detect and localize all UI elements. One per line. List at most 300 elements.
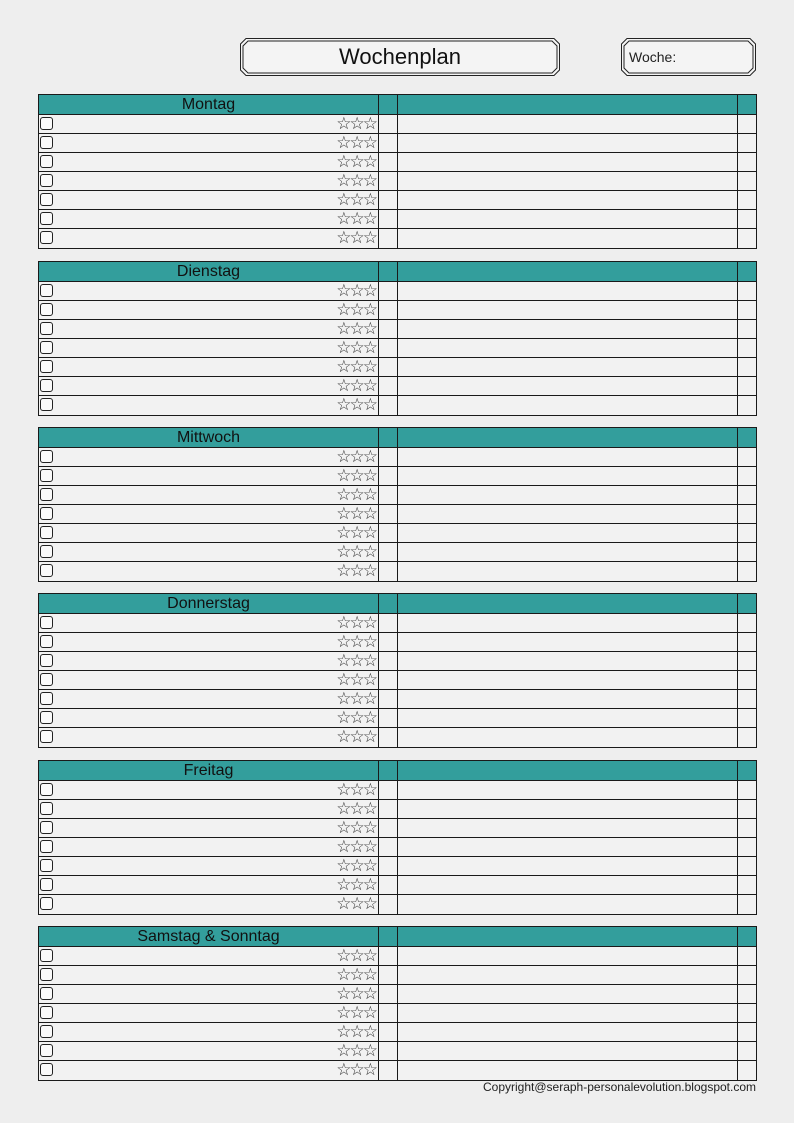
priority-stars-icon[interactable]: ☆☆☆ [336,171,376,191]
task-checkbox[interactable] [40,398,53,411]
priority-stars-icon[interactable]: ☆☆☆ [336,708,376,728]
task-checkbox[interactable] [40,136,53,149]
task-cell[interactable] [39,1061,379,1080]
narrow-cell[interactable] [738,282,756,300]
narrow-cell[interactable] [379,282,398,300]
notes-cell[interactable] [398,320,738,338]
narrow-cell[interactable] [738,191,756,209]
narrow-cell[interactable] [379,172,398,190]
notes-cell[interactable] [398,229,738,248]
priority-stars-icon[interactable]: ☆☆☆ [336,561,376,581]
priority-stars-icon[interactable]: ☆☆☆ [336,894,376,914]
task-checkbox[interactable] [40,730,53,743]
notes-cell[interactable] [398,282,738,300]
notes-cell[interactable] [398,1004,738,1022]
notes-cell[interactable] [398,505,738,523]
narrow-cell[interactable] [379,358,398,376]
task-row [39,543,756,562]
title-box [240,38,560,76]
task-row [39,153,756,172]
narrow-cell[interactable] [379,819,398,837]
task-cell[interactable] [39,838,379,856]
priority-stars-icon[interactable]: ☆☆☆ [336,376,376,396]
task-checkbox[interactable] [40,968,53,981]
task-cell[interactable] [39,191,379,209]
narrow-cell[interactable] [379,876,398,894]
priority-stars-icon[interactable]: ☆☆☆ [336,984,376,1004]
narrow-cell[interactable] [738,690,756,708]
narrow-cell[interactable] [379,838,398,856]
priority-stars-icon[interactable]: ☆☆☆ [336,395,376,415]
narrow-cell[interactable] [738,985,756,1003]
narrow-cell[interactable] [738,448,756,466]
priority-stars-icon[interactable]: ☆☆☆ [336,447,376,467]
notes-cell[interactable] [398,172,738,190]
notes-cell[interactable] [398,358,738,376]
narrow-cell[interactable] [379,947,398,965]
task-cell[interactable] [39,467,379,485]
priority-stars-icon[interactable]: ☆☆☆ [336,1060,376,1080]
narrow-cell[interactable] [738,1023,756,1041]
task-checkbox[interactable] [40,1063,53,1076]
priority-stars-icon[interactable]: ☆☆☆ [336,542,376,562]
narrow-cell[interactable] [738,339,756,357]
notes-cell[interactable] [398,633,738,651]
narrow-cell[interactable] [738,377,756,395]
narrow-cell[interactable] [379,1004,398,1022]
task-cell[interactable] [39,781,379,799]
narrow-cell[interactable] [738,505,756,523]
narrow-cell[interactable] [379,467,398,485]
task-cell[interactable] [39,210,379,228]
narrow-cell[interactable] [379,1042,398,1060]
task-row [39,709,756,728]
task-checkbox[interactable] [40,117,53,130]
task-checkbox[interactable] [40,802,53,815]
task-checkbox[interactable] [40,526,53,539]
task-cell[interactable] [39,633,379,651]
narrow-cell[interactable] [738,633,756,651]
notes-cell[interactable] [398,728,738,747]
narrow-cell[interactable] [738,1042,756,1060]
narrow-cell[interactable] [379,301,398,319]
task-cell[interactable] [39,1023,379,1041]
week-box[interactable] [621,38,756,76]
task-cell[interactable] [39,947,379,965]
task-cell[interactable] [39,172,379,190]
task-checkbox[interactable] [40,692,53,705]
task-cell[interactable] [39,358,379,376]
narrow-cell[interactable] [379,153,398,171]
day-header [39,262,756,282]
task-row [39,377,756,396]
notes-cell[interactable] [398,895,738,914]
header-cell [738,428,756,447]
narrow-cell[interactable] [379,320,398,338]
notes-cell[interactable] [398,396,738,415]
task-cell[interactable] [39,614,379,632]
notes-cell[interactable] [398,486,738,504]
notes-cell[interactable] [398,781,738,799]
notes-cell[interactable] [398,191,738,209]
task-checkbox[interactable] [40,155,53,168]
task-cell[interactable] [39,486,379,504]
task-cell[interactable] [39,895,379,914]
header-cell [738,761,756,780]
task-row [39,486,756,505]
task-checkbox[interactable] [40,231,53,244]
narrow-cell[interactable] [738,115,756,133]
day-title: Freitag [39,761,379,780]
task-checkbox[interactable] [40,1025,53,1038]
task-cell[interactable] [39,448,379,466]
task-row [39,467,756,486]
task-checkbox[interactable] [40,711,53,724]
narrow-cell[interactable] [379,633,398,651]
task-row [39,282,756,301]
narrow-cell[interactable] [738,486,756,504]
task-cell[interactable] [39,709,379,727]
priority-stars-icon[interactable]: ☆☆☆ [336,1022,376,1042]
task-cell[interactable] [39,505,379,523]
narrow-cell[interactable] [738,652,756,670]
task-cell[interactable] [39,966,379,984]
narrow-cell[interactable] [738,467,756,485]
task-checkbox[interactable] [40,673,53,686]
priority-stars-icon[interactable]: ☆☆☆ [336,152,376,172]
task-row [39,671,756,690]
task-row [39,229,756,248]
task-row [39,172,756,191]
priority-stars-icon[interactable]: ☆☆☆ [336,523,376,543]
priority-stars-icon[interactable]: ☆☆☆ [336,1003,376,1023]
task-cell[interactable] [39,524,379,542]
notes-cell[interactable] [398,448,738,466]
notes-cell[interactable] [398,838,738,856]
priority-stars-icon[interactable]: ☆☆☆ [336,875,376,895]
notes-cell[interactable] [398,690,738,708]
task-checkbox[interactable] [40,821,53,834]
narrow-cell[interactable] [379,1023,398,1041]
task-checkbox[interactable] [40,284,53,297]
task-cell[interactable] [39,320,379,338]
task-checkbox[interactable] [40,949,53,962]
notes-cell[interactable] [398,467,738,485]
narrow-cell[interactable] [379,210,398,228]
narrow-cell[interactable] [738,671,756,689]
task-row [39,396,756,415]
notes-cell[interactable] [398,115,738,133]
task-checkbox[interactable] [40,987,53,1000]
priority-stars-icon[interactable]: ☆☆☆ [336,965,376,985]
task-row [39,1004,756,1023]
task-row [39,614,756,633]
task-cell[interactable] [39,728,379,747]
narrow-cell[interactable] [379,709,398,727]
priority-stars-icon[interactable]: ☆☆☆ [336,613,376,633]
task-cell[interactable] [39,857,379,875]
narrow-cell[interactable] [379,339,398,357]
task-cell[interactable] [39,819,379,837]
priority-stars-icon[interactable]: ☆☆☆ [336,837,376,857]
day-header [39,428,756,448]
day-section [38,760,757,915]
task-cell[interactable] [39,876,379,894]
notes-cell[interactable] [398,562,738,581]
task-checkbox[interactable] [40,897,53,910]
task-checkbox[interactable] [40,469,53,482]
task-cell[interactable] [39,985,379,1003]
task-cell[interactable] [39,1042,379,1060]
task-checkbox[interactable] [40,322,53,335]
header-cell [738,594,756,613]
task-row [39,301,756,320]
notes-cell[interactable] [398,1042,738,1060]
header-cell [398,927,738,946]
narrow-cell[interactable] [379,781,398,799]
priority-stars-icon[interactable]: ☆☆☆ [336,228,376,248]
task-cell[interactable] [39,671,379,689]
task-row [39,448,756,467]
task-checkbox[interactable] [40,654,53,667]
task-cell[interactable] [39,377,379,395]
day-header [39,761,756,781]
notes-cell[interactable] [398,819,738,837]
priority-stars-icon[interactable]: ☆☆☆ [336,856,376,876]
notes-cell[interactable] [398,857,738,875]
task-cell[interactable] [39,339,379,357]
priority-stars-icon[interactable]: ☆☆☆ [336,799,376,819]
narrow-cell[interactable] [738,1061,756,1080]
task-cell[interactable] [39,1004,379,1022]
notes-cell[interactable] [398,876,738,894]
priority-stars-icon[interactable]: ☆☆☆ [336,190,376,210]
narrow-cell[interactable] [738,358,756,376]
narrow-cell[interactable] [379,1061,398,1080]
narrow-cell[interactable] [738,614,756,632]
notes-cell[interactable] [398,1023,738,1041]
notes-cell[interactable] [398,671,738,689]
task-row [39,339,756,358]
task-cell[interactable] [39,134,379,152]
task-checkbox[interactable] [40,303,53,316]
narrow-cell[interactable] [738,524,756,542]
priority-stars-icon[interactable]: ☆☆☆ [336,338,376,358]
day-section [38,261,757,416]
narrow-cell[interactable] [738,876,756,894]
priority-stars-icon[interactable]: ☆☆☆ [336,689,376,709]
narrow-cell[interactable] [738,153,756,171]
task-row [39,985,756,1004]
priority-stars-icon[interactable]: ☆☆☆ [336,485,376,505]
task-checkbox[interactable] [40,507,53,520]
narrow-cell[interactable] [738,320,756,338]
priority-stars-icon[interactable]: ☆☆☆ [336,651,376,671]
narrow-cell[interactable] [379,800,398,818]
priority-stars-icon[interactable]: ☆☆☆ [336,466,376,486]
narrow-cell[interactable] [379,985,398,1003]
priority-stars-icon[interactable]: ☆☆☆ [336,133,376,153]
narrow-cell[interactable] [738,543,756,561]
task-checkbox[interactable] [40,1044,53,1057]
task-row [39,1023,756,1042]
task-row [39,652,756,671]
notes-cell[interactable] [398,652,738,670]
task-cell[interactable] [39,153,379,171]
task-checkbox[interactable] [40,859,53,872]
notes-cell[interactable] [398,800,738,818]
narrow-cell[interactable] [379,690,398,708]
day-section [38,94,757,249]
narrow-cell[interactable] [738,134,756,152]
narrow-cell[interactable] [379,614,398,632]
task-row [39,690,756,709]
notes-cell[interactable] [398,1061,738,1080]
narrow-cell[interactable] [379,486,398,504]
task-row [39,876,756,895]
narrow-cell[interactable] [379,671,398,689]
narrow-cell[interactable] [738,210,756,228]
task-cell[interactable] [39,396,379,415]
task-checkbox[interactable] [40,341,53,354]
narrow-cell[interactable] [738,172,756,190]
narrow-cell[interactable] [379,396,398,415]
narrow-cell[interactable] [738,1004,756,1022]
task-checkbox[interactable] [40,878,53,891]
task-checkbox[interactable] [40,379,53,392]
priority-stars-icon[interactable]: ☆☆☆ [336,670,376,690]
priority-stars-icon[interactable]: ☆☆☆ [336,727,376,747]
task-checkbox[interactable] [40,360,53,373]
narrow-cell[interactable] [738,800,756,818]
task-checkbox[interactable] [40,488,53,501]
narrow-cell[interactable] [379,115,398,133]
notes-cell[interactable] [398,524,738,542]
narrow-cell[interactable] [738,781,756,799]
narrow-cell[interactable] [738,562,756,581]
notes-cell[interactable] [398,985,738,1003]
task-checkbox[interactable] [40,450,53,463]
narrow-cell[interactable] [379,895,398,914]
priority-stars-icon[interactable]: ☆☆☆ [336,281,376,301]
task-cell[interactable] [39,690,379,708]
priority-stars-icon[interactable]: ☆☆☆ [336,114,376,134]
task-checkbox[interactable] [40,212,53,225]
narrow-cell[interactable] [379,728,398,747]
day-title: Samstag & Sonntag [39,927,379,946]
notes-cell[interactable] [398,966,738,984]
task-row [39,800,756,819]
narrow-cell[interactable] [379,966,398,984]
priority-stars-icon[interactable]: ☆☆☆ [336,300,376,320]
task-checkbox[interactable] [40,840,53,853]
header-cell [738,95,756,114]
task-checkbox[interactable] [40,783,53,796]
narrow-cell[interactable] [379,191,398,209]
narrow-cell[interactable] [738,229,756,248]
narrow-cell[interactable] [738,857,756,875]
narrow-cell[interactable] [738,819,756,837]
notes-cell[interactable] [398,543,738,561]
task-checkbox[interactable] [40,545,53,558]
header-cell [398,761,738,780]
task-checkbox[interactable] [40,635,53,648]
task-checkbox[interactable] [40,564,53,577]
task-cell[interactable] [39,229,379,248]
priority-stars-icon[interactable]: ☆☆☆ [336,209,376,229]
narrow-cell[interactable] [379,448,398,466]
notes-cell[interactable] [398,301,738,319]
narrow-cell[interactable] [738,728,756,747]
narrow-cell[interactable] [738,396,756,415]
narrow-cell[interactable] [379,134,398,152]
narrow-cell[interactable] [738,895,756,914]
header-cell [398,594,738,613]
notes-cell[interactable] [398,947,738,965]
narrow-cell[interactable] [738,966,756,984]
header-cell [379,927,398,946]
task-row [39,819,756,838]
narrow-cell[interactable] [738,301,756,319]
narrow-cell[interactable] [738,838,756,856]
notes-cell[interactable] [398,210,738,228]
task-checkbox[interactable] [40,616,53,629]
task-cell[interactable] [39,282,379,300]
notes-cell[interactable] [398,377,738,395]
day-section [38,593,757,748]
priority-stars-icon[interactable]: ☆☆☆ [336,632,376,652]
priority-stars-icon[interactable]: ☆☆☆ [336,946,376,966]
priority-stars-icon[interactable]: ☆☆☆ [336,319,376,339]
narrow-cell[interactable] [379,229,398,248]
day-header [39,594,756,614]
task-row [39,505,756,524]
task-row [39,1061,756,1080]
narrow-cell[interactable] [738,947,756,965]
task-checkbox[interactable] [40,174,53,187]
priority-stars-icon[interactable]: ☆☆☆ [336,780,376,800]
narrow-cell[interactable] [379,524,398,542]
notes-cell[interactable] [398,153,738,171]
narrow-cell[interactable] [738,709,756,727]
narrow-cell[interactable] [379,543,398,561]
task-cell[interactable] [39,562,379,581]
priority-stars-icon[interactable]: ☆☆☆ [336,818,376,838]
task-row [39,115,756,134]
narrow-cell[interactable] [379,377,398,395]
task-row [39,210,756,229]
priority-stars-icon[interactable]: ☆☆☆ [336,504,376,524]
notes-cell[interactable] [398,339,738,357]
task-cell[interactable] [39,301,379,319]
notes-cell[interactable] [398,134,738,152]
notes-cell[interactable] [398,614,738,632]
task-cell[interactable] [39,115,379,133]
narrow-cell[interactable] [379,857,398,875]
task-cell[interactable] [39,652,379,670]
priority-stars-icon[interactable]: ☆☆☆ [336,357,376,377]
priority-stars-icon[interactable]: ☆☆☆ [336,1041,376,1061]
narrow-cell[interactable] [379,652,398,670]
task-cell[interactable] [39,800,379,818]
narrow-cell[interactable] [379,505,398,523]
narrow-cell[interactable] [379,562,398,581]
notes-cell[interactable] [398,709,738,727]
task-checkbox[interactable] [40,1006,53,1019]
task-cell[interactable] [39,543,379,561]
header-cell [379,428,398,447]
task-checkbox[interactable] [40,193,53,206]
